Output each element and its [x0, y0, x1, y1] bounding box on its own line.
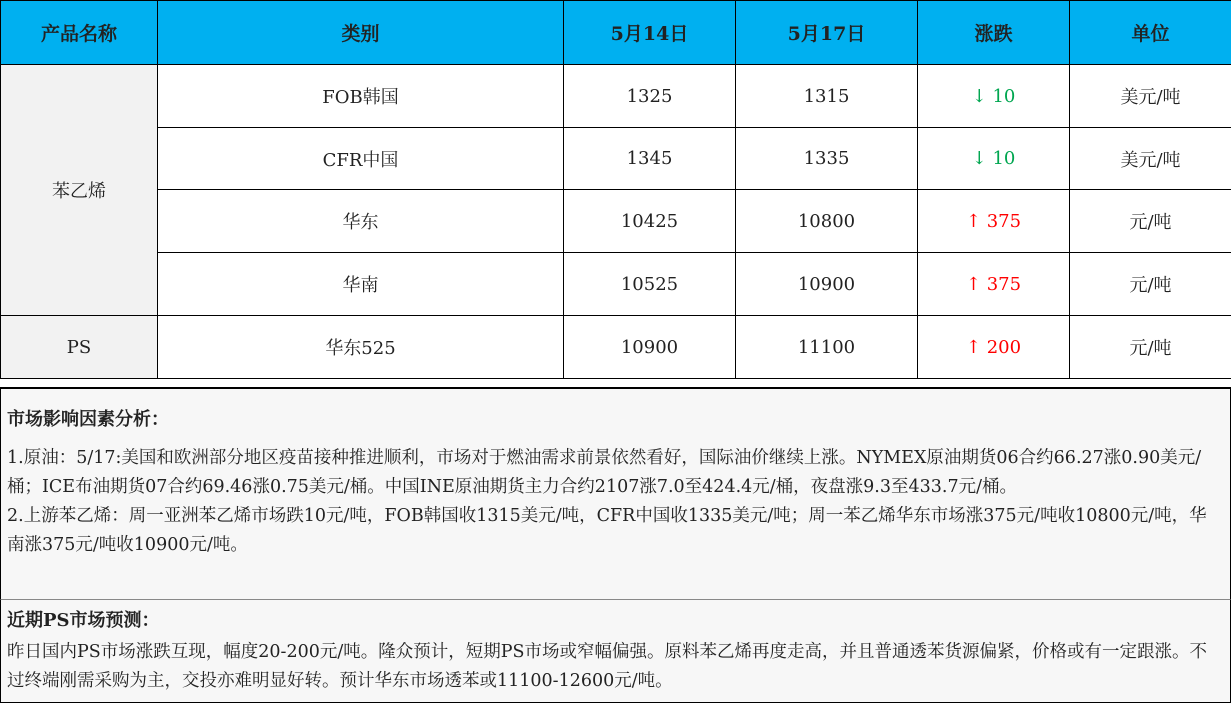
arrow-up-icon: ↑ — [965, 273, 981, 295]
analysis-paragraph-styrene: 2.上游苯乙烯：周一亚洲苯乙烯市场跌10元/吨，FOB韩国收1315美元/吨，CFR中国收1335美元/吨；周一苯乙烯华东市场涨375元/吨收10800元/吨，华南涨375元/吨收10900元/吨。 — [7, 506, 1207, 555]
header-category: 类别 — [158, 1, 564, 65]
change-value: 375 — [986, 210, 1022, 232]
category-cell: 华东 — [158, 190, 564, 253]
may14-cell: 10525 — [564, 253, 736, 316]
unit-cell: 元/吨 — [1070, 316, 1231, 379]
may14-cell: 10425 — [564, 190, 736, 253]
table-row — [1, 65, 1231, 128]
header-may14: 5月14日 — [564, 1, 736, 65]
unit-cell: 元/吨 — [1070, 253, 1231, 316]
may17-cell: 10800 — [736, 190, 918, 253]
product-cell: PS — [1, 316, 158, 379]
change-cell — [918, 190, 1070, 253]
header-may17: 5月17日 — [736, 1, 918, 65]
arrow-up-icon: ↑ — [965, 336, 981, 358]
product-cell: 苯乙烯 — [1, 65, 158, 316]
change-value: 375 — [986, 273, 1022, 295]
arrow-down-icon: ↓ — [971, 148, 987, 169]
unit-cell: 美元/吨 — [1070, 128, 1231, 190]
category-cell: 华东525 — [158, 316, 564, 379]
forecast-section — [0, 599, 1231, 703]
table-row — [1, 316, 1231, 379]
may17-cell: 1335 — [736, 128, 918, 190]
analysis-paragraph-crude: 1.原油：5/17:美国和欧洲部分地区疫苗接种推进顺利，市场对于燃油需求前景依然看好，国际油价继续上涨。NYMEX原油期货06合约66.27涨0.90美元/桶；ICE布油期货07合约69.46涨0.75美元/桶。中国INE原油期货主力合约2107涨7.0至424.4元/桶，夜盘涨9.3至433.7元/桶。 — [7, 448, 1202, 497]
analysis-section — [0, 387, 1231, 599]
arrow-down-icon: ↓ — [971, 85, 987, 107]
change-value: 10 — [992, 85, 1016, 107]
category-cell: CFR中国 — [158, 128, 564, 190]
may17-cell: 11100 — [736, 316, 918, 379]
table-row — [1, 128, 1231, 190]
header-unit: 单位 — [1070, 1, 1231, 65]
category-cell: 华南 — [158, 253, 564, 316]
change-cell — [918, 65, 1070, 128]
unit-cell: 美元/吨 — [1070, 65, 1231, 128]
table-row — [1, 190, 1231, 253]
category-cell: FOB韩国 — [158, 65, 564, 128]
table-row — [1, 253, 1231, 316]
may14-cell: 1345 — [564, 128, 736, 190]
may14-cell: 1325 — [564, 65, 736, 128]
change-cell — [918, 253, 1070, 316]
header-product: 产品名称 — [1, 1, 158, 65]
forecast-text: 昨日国内PS市场涨跌互现，幅度20-200元/吨。隆众预计，短期PS市场或窄幅偏强。原料苯乙烯再度走高，并且普通透苯货源偏紧，价格或有一定跟涨。不过终端刚需采购为主，交投亦难明显好转。预计华东市场透苯或11100-12600元/吨。 — [7, 642, 1208, 691]
change-cell — [918, 316, 1070, 379]
header-change: 涨跌 — [918, 1, 1070, 65]
change-value: 10 — [992, 148, 1016, 169]
analysis-title: 市场影响因素分析： — [7, 409, 169, 430]
arrow-up-icon: ↑ — [965, 210, 981, 232]
forecast-title: 近期PS市场预测： — [7, 610, 160, 631]
may14-cell: 10900 — [564, 316, 736, 379]
table-header-row — [1, 1, 1231, 65]
change-cell — [918, 128, 1070, 190]
unit-cell: 元/吨 — [1070, 190, 1231, 253]
may17-cell: 10900 — [736, 253, 918, 316]
may17-cell: 1315 — [736, 65, 918, 128]
change-value: 200 — [986, 336, 1022, 358]
